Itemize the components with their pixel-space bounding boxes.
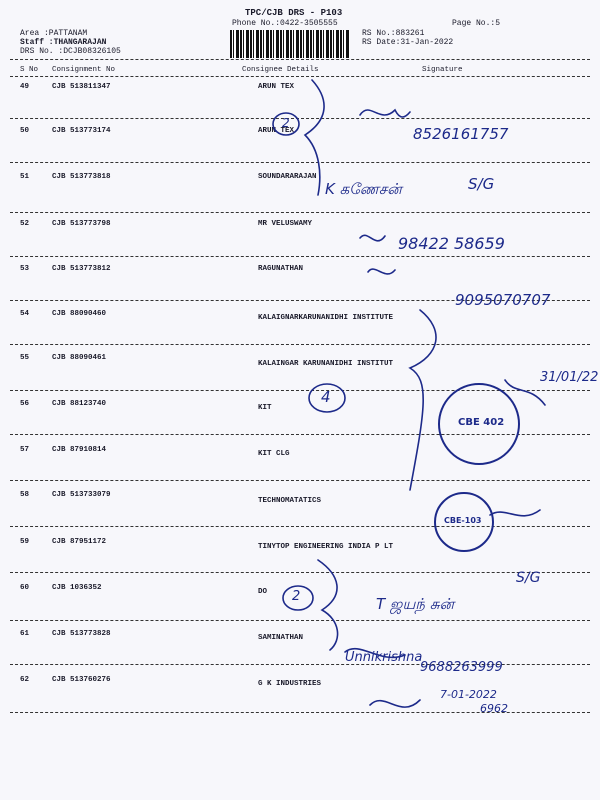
row-divider xyxy=(10,162,590,163)
row-divider xyxy=(10,212,590,213)
handwritten-date: 7-01-2022 xyxy=(440,688,497,701)
handwritten-number: 6962 xyxy=(480,702,508,715)
column-signature: Signature xyxy=(422,66,463,74)
row-consignment: CJB 513760276 xyxy=(52,676,111,684)
area-label: Area :PATTANAM xyxy=(20,29,88,38)
handwritten-date: 31/01/22 xyxy=(540,370,599,385)
row-consignee: SAMINATHAN xyxy=(258,634,304,642)
row-consignee: MR VELUSWAMY xyxy=(258,220,313,228)
staff-label: Staff :THANGARAJAN xyxy=(20,38,107,47)
row-consignee: TECHNOMATATICS xyxy=(258,497,322,505)
row-consignment: CJB 87951172 xyxy=(52,538,107,546)
row-consignment: CJB 513811347 xyxy=(52,83,111,91)
row-divider xyxy=(10,664,590,665)
row-consignment: CJB 513773818 xyxy=(52,173,111,181)
phone-number: Phone No.:0422-3505555 xyxy=(232,19,338,28)
row-sno: 55 xyxy=(20,354,30,362)
column-consignment: Consignment No xyxy=(52,66,116,74)
row-sno: 52 xyxy=(20,220,30,228)
handwritten-phone: 9688263999 xyxy=(420,660,503,675)
columns-divider xyxy=(10,76,590,77)
row-consignment: CJB 88090461 xyxy=(52,354,107,362)
row-consignee: G K INDUSTRIES xyxy=(258,680,322,688)
row-consignee: KALAIGNARKARUNANIDHI INSTITUTE xyxy=(258,314,394,322)
rs-date: RS Date:31-Jan-2022 xyxy=(362,38,454,47)
row-consignee: ARUN TEX xyxy=(258,127,295,135)
circle-number: 2 xyxy=(292,589,301,604)
row-sno: 49 xyxy=(20,83,30,91)
handwritten-phone: 98422 58659 xyxy=(398,234,505,253)
row-consignment: CJB 88123740 xyxy=(52,400,107,408)
row-divider xyxy=(10,526,590,527)
row-consignee: TINYTOP ENGINEERING INDIA P LT xyxy=(258,543,394,551)
row-consignment: CJB 513773828 xyxy=(52,630,111,638)
row-consignee: SOUNDARARAJAN xyxy=(258,173,317,181)
row-consignment: CJB 87910814 xyxy=(52,446,107,454)
row-sno: 61 xyxy=(20,630,30,638)
row-consignee: DO xyxy=(258,588,268,596)
institute-stamp xyxy=(438,383,520,465)
sheet-title: TPC/CJB DRS - P103 xyxy=(245,8,343,18)
stamp-code: CBE-103 xyxy=(444,516,482,525)
row-consignee: RAGUNATHAN xyxy=(258,265,304,273)
rs-number: RS No.:883261 xyxy=(362,29,425,38)
row-consignment: CJB 1036352 xyxy=(52,584,102,592)
row-divider xyxy=(10,572,590,573)
handwritten-phone: 9095070707 xyxy=(455,291,551,309)
row-sno: 60 xyxy=(20,584,30,592)
row-sno: 62 xyxy=(20,676,30,684)
handwritten-sg: S/G xyxy=(516,570,541,586)
handwritten-signature: K கணேசன் xyxy=(325,180,402,198)
row-divider xyxy=(10,256,590,257)
row-divider xyxy=(10,118,590,119)
row-divider xyxy=(10,344,590,345)
row-sno: 54 xyxy=(20,310,30,318)
row-consignee: ARUN TEX xyxy=(258,83,295,91)
signature-stroke xyxy=(490,510,540,516)
page-number: Page No.:5 xyxy=(452,19,501,28)
handwritten-phone: 8526161757 xyxy=(413,125,509,143)
company-stamp xyxy=(434,492,494,552)
row-sno: 53 xyxy=(20,265,30,273)
column-sno: S No xyxy=(20,66,39,74)
row-sno: 58 xyxy=(20,491,30,499)
row-consignment: CJB 88090460 xyxy=(52,310,107,318)
brace-stroke xyxy=(410,310,436,490)
row-consignee: KIT CLG xyxy=(258,450,290,458)
row-sno: 57 xyxy=(20,446,30,454)
row-sno: 59 xyxy=(20,538,30,546)
barcode xyxy=(230,30,350,58)
signature-stroke xyxy=(368,269,395,274)
row-sno: 50 xyxy=(20,127,30,135)
row-consignee: KALAINGAR KARUNANIDHI INSTITUT xyxy=(258,360,394,368)
brace-stroke xyxy=(318,560,338,650)
row-consignment: CJB 513733079 xyxy=(52,491,111,499)
row-sno: 56 xyxy=(20,400,30,408)
handwritten-signature: Unnikrishna xyxy=(345,650,423,665)
column-consignee: Consignee Details xyxy=(242,66,319,74)
circle-number: 2 xyxy=(282,116,290,130)
stamp-code: CBE 402 xyxy=(458,417,505,428)
drs-number: DRS No. :DCJB08326105 xyxy=(20,47,121,56)
circle-number: 4 xyxy=(321,388,331,406)
row-sno: 51 xyxy=(20,173,30,181)
signature-stroke xyxy=(360,235,385,241)
signature-stroke xyxy=(370,700,420,707)
row-consignee: KIT xyxy=(258,404,272,412)
handwritten-sg: S/G xyxy=(468,175,495,193)
row-consignment: CJB 513773174 xyxy=(52,127,111,135)
handwritten-tamil: T ஜயந் சுன் xyxy=(376,595,455,613)
row-consignment: CJB 513773798 xyxy=(52,220,111,228)
signature-stroke xyxy=(360,110,410,117)
header-divider xyxy=(10,59,590,60)
row-divider xyxy=(10,620,590,621)
row-divider xyxy=(10,480,590,481)
row-consignment: CJB 513773812 xyxy=(52,265,111,273)
